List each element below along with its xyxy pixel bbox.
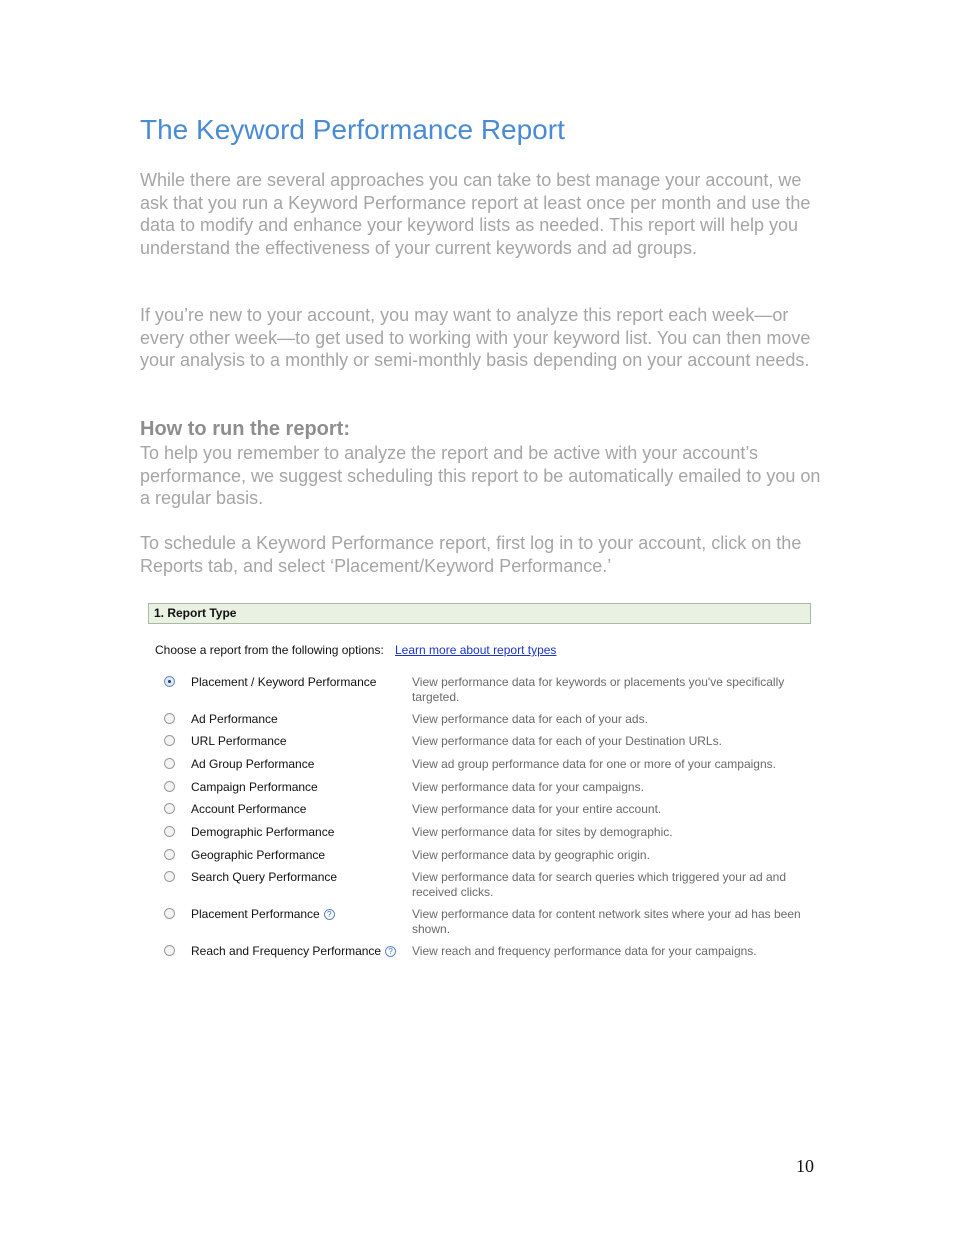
report-option-label-text: Ad Performance: [191, 712, 278, 726]
radio-button[interactable]: [164, 826, 175, 837]
report-type-header-label: 1. Report Type: [154, 606, 237, 620]
report-option-label[interactable]: [191, 780, 318, 794]
page-title: The Keyword Performance Report: [140, 114, 565, 145]
choose-report-label: Choose a report from the following options:: [155, 643, 384, 657]
report-option-label[interactable]: [191, 848, 325, 862]
report-option-description: View reach and frequency performance data for your campaigns.: [412, 944, 757, 958]
page-number: 10: [796, 1156, 814, 1176]
report-option-description: View performance data for each of your Destination URLs.: [412, 734, 722, 748]
radio-button[interactable]: [164, 713, 175, 724]
report-option-label-text: Placement / Keyword Performance: [191, 675, 377, 689]
report-type-screenshot: [148, 603, 812, 963]
radio-button-selected[interactable]: [164, 676, 175, 687]
radio-button[interactable]: [164, 908, 175, 919]
report-option-label-text: Search Query Performance: [191, 870, 338, 884]
intro-paragraph-2: If you’re new to your account, you may want to analyze this report each week—or every other week—to get used to working with your keyword list. You can then move your analysis to a monthly or semi-monthly basis depending on your account needs.: [140, 305, 811, 370]
help-icon[interactable]: ?: [385, 946, 396, 957]
report-option-description: View performance data for your entire account.: [412, 802, 662, 816]
help-icon[interactable]: ?: [324, 909, 335, 920]
report-option-label-text: Ad Group Performance: [191, 757, 315, 771]
report-option-label[interactable]: [191, 757, 314, 771]
report-option-label-text: Geographic Performance: [191, 848, 326, 862]
report-option-description: View performance data for keywords or placements you've specifically targeted.: [412, 675, 785, 704]
report-option-label-text: Reach and Frequency Performance: [191, 944, 382, 958]
report-option-label[interactable]: [191, 802, 306, 816]
report-option-label[interactable]: [191, 907, 335, 921]
radio-button[interactable]: [164, 945, 175, 956]
radio-button[interactable]: [164, 871, 175, 882]
radio-button[interactable]: [164, 758, 175, 769]
report-option-description: View performance data for sites by demographic.: [412, 825, 673, 839]
report-option-description: View performance data for search queries which triggered your ad and received clicks.: [412, 870, 786, 899]
report-option-description: View performance data for your campaigns.: [412, 780, 644, 794]
learn-more-link[interactable]: Learn more about report types: [395, 643, 557, 657]
instructions-paragraph-2: To schedule a Keyword Performance report, first log in to your account, click on the Reports tab, and select ‘Placement/Keyword Performance.’: [140, 533, 802, 576]
report-option-label-text: Demographic Performance: [191, 825, 335, 839]
report-type-header: [148, 603, 811, 624]
report-option-label[interactable]: [191, 675, 376, 689]
report-option-description: View performance data by geographic origin.: [412, 848, 650, 862]
section-heading: How to run the report:: [140, 418, 350, 440]
report-option-label[interactable]: [191, 734, 287, 748]
radio-button[interactable]: [164, 803, 175, 814]
report-option-label[interactable]: [191, 870, 337, 884]
radio-button[interactable]: [164, 735, 175, 746]
report-option-label[interactable]: [191, 712, 278, 726]
report-option-label[interactable]: [191, 825, 334, 839]
report-option-description: View performance data for content network sites where your ad has been shown.: [412, 907, 801, 936]
report-option-description: View ad group performance data for one or more of your campaigns.: [412, 757, 776, 771]
radio-button[interactable]: [164, 849, 175, 860]
report-option-label-text: Campaign Performance: [191, 780, 318, 794]
instructions-paragraph-1: To help you remember to analyze the report and be active with your account’s performance, we suggest scheduling this report to be automatically emailed to you on a regular basis.: [140, 443, 821, 508]
report-option-label-text: Placement Performance: [191, 907, 320, 921]
report-option-label[interactable]: [191, 944, 396, 958]
report-option-description: View performance data for each of your ads.: [412, 712, 648, 726]
report-option-label-text: Account Performance: [191, 802, 307, 816]
intro-paragraph-1: While there are several approaches you can take to best manage your account, we ask that you run a Keyword Performance report at least once per month and use the data to modify and enhance your keyword lists as needed. This report will help you understand the effectiveness of your current keywords and ad groups.: [140, 170, 811, 258]
report-option-label-text: URL Performance: [191, 734, 287, 748]
radio-button[interactable]: [164, 781, 175, 792]
